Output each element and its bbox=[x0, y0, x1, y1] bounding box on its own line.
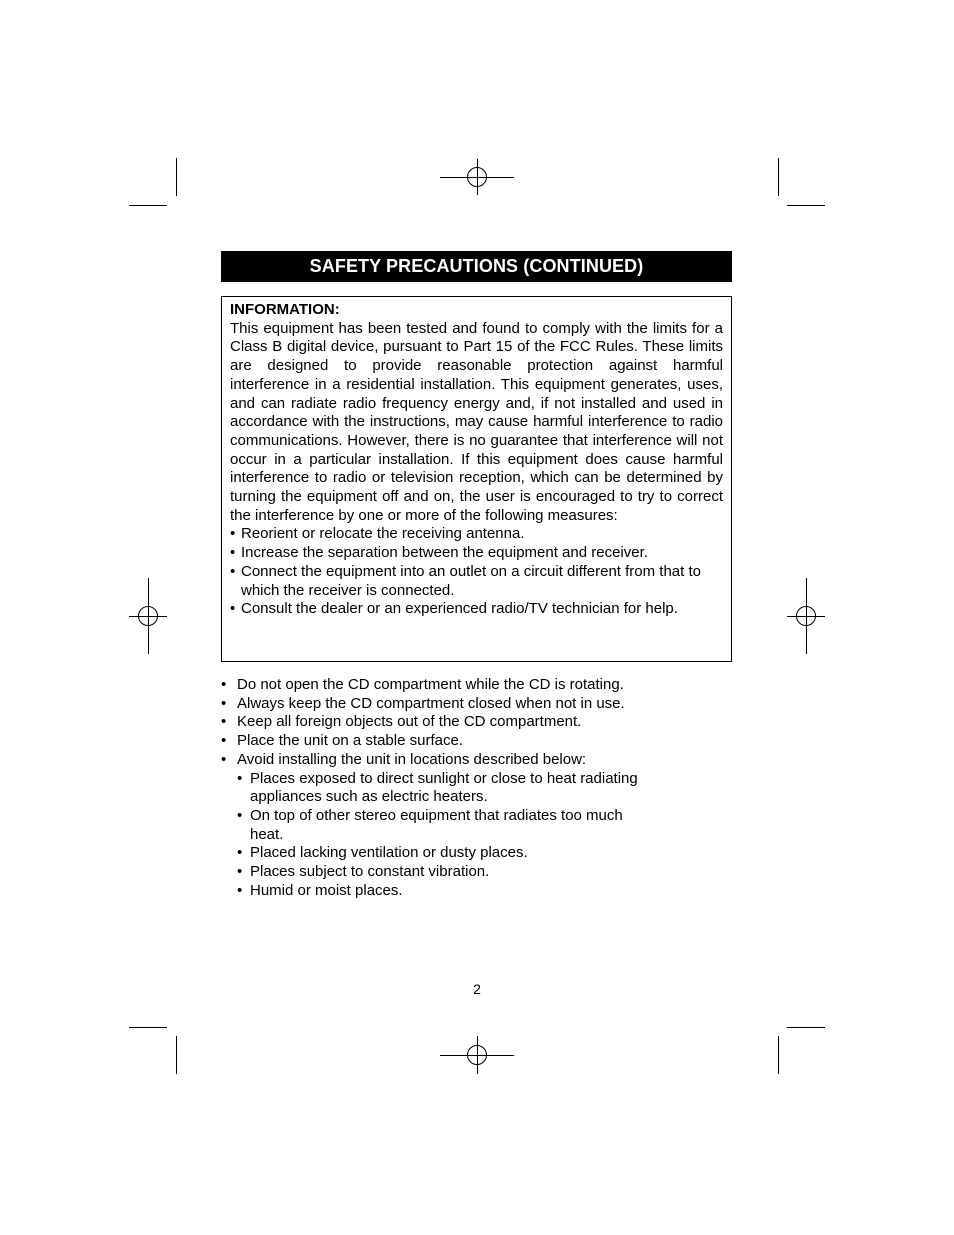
bullet: • bbox=[221, 713, 227, 731]
bullet: • bbox=[221, 676, 227, 693]
section-title: SAFETY PRECAUTIONS (CONTINUED) bbox=[221, 251, 732, 282]
location-item: • On top of other stereo equipment that radiates too much heat. bbox=[237, 807, 657, 844]
precaution-text: Do not open the CD compartment while the CD is rotating. bbox=[237, 676, 624, 693]
bullet: • bbox=[221, 750, 227, 768]
precaution-item bbox=[221, 732, 732, 751]
precaution-text: Avoid installing the unit in locations described below: bbox=[237, 750, 587, 768]
precaution-text: Always keep the CD compartment closed when not in use. bbox=[237, 694, 625, 712]
crop-mark-bottom-left-horizontal bbox=[129, 1027, 167, 1028]
registration-circle-right bbox=[796, 606, 816, 626]
precaution-item bbox=[221, 695, 732, 714]
measure-item: • Reorient or relocate the receiving antenna. bbox=[230, 525, 723, 544]
location-item: • Places subject to constant vibration. bbox=[237, 863, 657, 882]
crop-mark-bottom-right-horizontal bbox=[787, 1027, 825, 1028]
precaution-item bbox=[221, 713, 732, 732]
precaution-text: Place the unit on a stable surface. bbox=[237, 732, 463, 750]
precautions-list bbox=[221, 676, 732, 900]
measure-item: • Connect the equipment into an outlet on a circuit different from that to which the receiver is connected. bbox=[230, 563, 723, 600]
registration-circle-left bbox=[138, 606, 158, 626]
precaution-text: Keep all foreign objects out of the CD compartment. bbox=[237, 713, 582, 731]
registration-circle-top bbox=[467, 167, 487, 187]
location-item: • Placed lacking ventilation or dusty places. bbox=[237, 844, 657, 863]
information-paragraph: This equipment has been tested and found to comply with the limits for a Class B digital device, pursuant to Part 15 of the FCC Rules. These limits are designed to provide reasonable protection against harmful interference in a residential installation. This equipment generates, uses, and can radiate radio frequency energy and, if not installed and used in accordance with the instructions, may cause harmful interference to radio communications. However, there is no guarantee that interference will not occur in a particular installation. If this equipment does cause harmful interference to radio or television reception, which can be determined by turning the equipment off and on, the user is encouraged to try to correct the interference by one or more of the following measures: bbox=[230, 319, 723, 524]
locations-list bbox=[237, 770, 657, 901]
registration-circle-bottom bbox=[467, 1045, 487, 1065]
location-item: • Humid or moist places. bbox=[237, 882, 657, 901]
page-number: 2 bbox=[473, 981, 481, 997]
crop-mark-bottom-right-vertical bbox=[778, 1036, 779, 1074]
crop-mark-top-left-horizontal bbox=[129, 205, 167, 206]
crop-mark-top-left-vertical bbox=[176, 158, 177, 196]
measures-list bbox=[230, 525, 723, 619]
crop-mark-bottom-left-vertical bbox=[176, 1036, 177, 1074]
location-item: • Places exposed to direct sunlight or close to heat radiating appliances such as electric heaters. bbox=[237, 770, 657, 807]
bullet: • bbox=[221, 732, 227, 750]
information-box bbox=[221, 296, 732, 662]
information-heading: INFORMATION: bbox=[230, 301, 340, 318]
crop-mark-top-right-horizontal bbox=[787, 205, 825, 206]
measure-item: • Consult the dealer or an experienced radio/TV technician for help. bbox=[230, 600, 723, 619]
crop-mark-top-right-vertical bbox=[778, 158, 779, 196]
measure-item: • Increase the separation between the equipment and receiver. bbox=[230, 544, 723, 563]
precaution-item bbox=[221, 676, 732, 695]
precaution-item bbox=[221, 751, 732, 901]
bullet: • bbox=[221, 694, 227, 712]
